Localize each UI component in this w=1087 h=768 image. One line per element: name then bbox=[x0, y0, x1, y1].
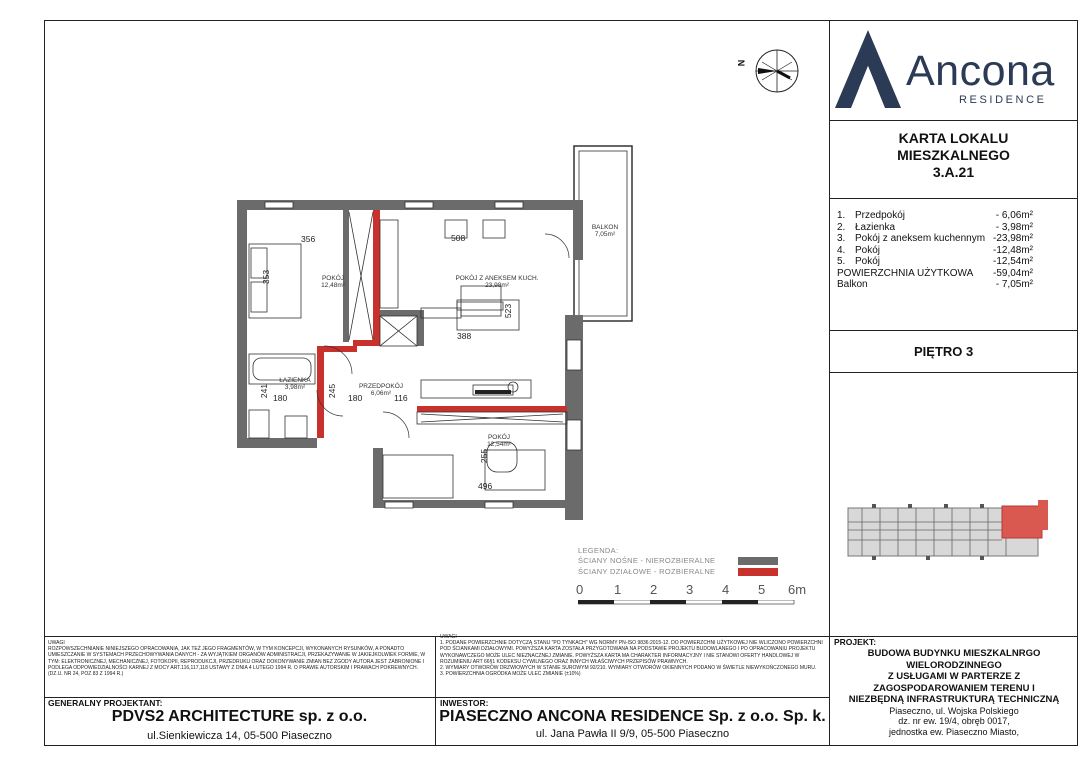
floor-plan bbox=[225, 140, 645, 520]
logo-mark-icon bbox=[833, 28, 903, 110]
designer-label: GENERALNY PROJEKTANT: bbox=[48, 698, 163, 708]
dimension-label: 356 bbox=[301, 234, 316, 244]
dimension-label: 523 bbox=[503, 303, 514, 319]
general-designer bbox=[44, 698, 435, 746]
card-title-line2: MIESZKALNEGO bbox=[897, 147, 1010, 163]
room-label-bedroom-2: POKÓJ 12,54m² bbox=[487, 434, 511, 448]
legend-partition-row: ŚCIANY DZIAŁOWE - ROZBIERALNE bbox=[578, 567, 778, 576]
dimension-label: 180 bbox=[273, 393, 288, 403]
investor-label: INWESTOR: bbox=[440, 698, 489, 708]
compass bbox=[738, 48, 802, 94]
area-row: 4. Pokój -12,48m² bbox=[837, 244, 1033, 256]
room-label-balcony: BALKON 7,05m² bbox=[591, 224, 619, 238]
key-plan-drawing bbox=[842, 496, 1062, 566]
room-label-hall: PRZEDPOKÓJ 6,06m² bbox=[358, 383, 404, 397]
room-label-living-kitchen: POKÓJ Z ANEKSEM KUCH. 23,98m² bbox=[455, 275, 539, 289]
dimension-label: 353 bbox=[261, 269, 272, 285]
area-list bbox=[837, 210, 1033, 291]
area-row: 5. Pokój -12,54m² bbox=[837, 256, 1033, 267]
room-label-bathroom: ŁAZIENKA 3,98m² bbox=[279, 377, 311, 391]
floor-plan-drawing bbox=[225, 140, 645, 520]
area-row: 2. Łazienka - 3,98m² bbox=[837, 221, 1033, 233]
dimension-label: 496 bbox=[478, 481, 493, 491]
legend bbox=[578, 546, 778, 576]
investor-name: PIASECZNO ANCONA RESIDENCE Sp. z o.o. Sp. k. bbox=[439, 708, 826, 725]
card-title bbox=[829, 130, 1078, 181]
floor-label: PIĘTRO 3 bbox=[914, 344, 974, 359]
compass-icon bbox=[754, 48, 800, 94]
building-key-plan bbox=[842, 496, 1062, 566]
card-unit-number: 3.A.21 bbox=[932, 164, 975, 180]
dimension-label: 245 bbox=[327, 383, 338, 399]
investor-address: ul. Jana Pawła II 9/9, 05-500 Piaseczno bbox=[535, 728, 730, 740]
designer-name: PDVS2 ARCHITECTURE sp. z o.o. bbox=[111, 708, 368, 725]
project-label: PROJEKT: bbox=[834, 637, 877, 647]
scale-bar-graphic bbox=[578, 600, 818, 606]
investor bbox=[436, 698, 829, 746]
area-notes: UWAGI 1. PODANE POWIERZCHNIE DOTYCZĄ STANU "PO TYNKACH" WG NORMY PN-ISO 9836:2015-12. DO POWIERZCHNI UŻYTKOWEJ NIE WLICZONO POWIERZCHNI POD ŚCIANKAMI DZIAŁOWYMI. POWYŻSZA KARTA ZOSTAŁA PRZYGOTOWANA NA PODSTAWIE PROJEKTU BUDOWLANEGO I PO OPRACOWANIU PROJEKTU WYKONAWCZEGO MOŻE ULEC NIEZNACZNEJ ZMIANIE. POWYŻSZA KARTA MA CHARAKTER INFORMACYJNY I NIE STANOWI OFERTY HANDLOWEJ W ROZUMIENIU ART 66§1 KODEKSU CYWILNEGO ORAZ INNYCH WŁAŚCIWYCH PRZEPISÓW PRAWNYCH. 2. WYMIARY OTWORÓW DRZWIOWYCH W STANIE SUROWYM 92/210. WYMIARY OTWORÓW OKIENNYCH PODANO W ŚWIETLE NIEWYKOŃCZONEGO MURU. 3. POWIERZCHNIA OGRÓDKA MOŻE ULEC ZMIANIE (±10%) bbox=[440, 634, 823, 678]
area-row: 3. Pokój z aneksem kuchennym -23,98m² bbox=[837, 233, 1033, 244]
legend-partition-swatch bbox=[738, 568, 778, 576]
legend-load-swatch bbox=[738, 557, 778, 565]
dimension-label: 388 bbox=[457, 331, 472, 341]
dimension-label: 116 bbox=[394, 393, 408, 403]
project-title: BUDOWA BUDYNKU MIESZKALNRGO WIELORODZINNEGO Z USŁUGAMI W PARTERZE Z ZAGOSPODAROWANIEM TERENU I NIEZBĘDNĄ INFRASTRUKTURĄ TECHNICZNĄ Piaseczno, ul. Wojska Polskiego dz. nr ew. 19/4, obręb 0017, jednostka ew. Piaseczno Miasto, bbox=[848, 648, 1060, 737]
card-title-line1: KARTA LOKALU bbox=[898, 130, 1009, 146]
room-label-bedroom-1: POKÓJ 12,48m² bbox=[321, 275, 345, 289]
area-row: 1. Przedpokój - 6,06m² bbox=[837, 210, 1033, 221]
logo bbox=[833, 28, 1069, 113]
copyright-notes: UWAGI ROZPOWSZECHNIANIE NINIEJSZEGO OPRACOWANIA, JAK TEŻ JEGO FRAGMENTÓW, W TYM KONCEPCJI, WYKONANYCH RYSUNKÓW, A PONADTO UMIESZCZANIE W SYSTEMACH PRZECHOWYWANIA DANYCH - ZA WYJĄTKIEM ORGANÓW ADMINISTRACJI, PRZEKAZYWANIE W JAKIEJKOLWIEK FORMIE, W TYM: ELEKTRONICZNEJ, MECHANICZNEJ, FOTOKOPII, REPRODUKCJI, PRZEDRUKU ORAZ DOKONYWANIE ZMIAN BEZ ZGODY AUTORA JEST ZABRONIONE I PODLEGA ODPOWIEDZIALNOŚCI KARNEJ Z MOCY ART.116,117,118 USTAWY Z DNIA 4 LUTEGO 1994 R. O PRAWIE AUTORSKIM I PRAWACH POKREWNYCH. (DZ.U. NR 24, POZ 83 Z 1994 R.) bbox=[48, 640, 426, 678]
dimension-label: 255 bbox=[479, 448, 490, 464]
dimension-label: 241 bbox=[259, 383, 270, 399]
designer-address: ul.Sienkiewicza 14, 05-500 Piaseczno bbox=[147, 730, 332, 742]
logo-name: Ancona bbox=[906, 47, 1055, 95]
legend-title: LEGENDA: bbox=[578, 546, 619, 555]
usable-area-row: POWIERZCHNIA UŻYTKOWA -59,04m² bbox=[837, 267, 1033, 279]
compass-north-label: N bbox=[736, 59, 747, 67]
project-info bbox=[830, 636, 1078, 746]
dimension-label: 180 bbox=[348, 393, 363, 403]
legend-load-row: ŚCIANY NOŚNE - NIEROZBIERALNE bbox=[578, 556, 778, 565]
balcony-area-row: Balkon - 7,05m² bbox=[837, 279, 1033, 290]
dimension-label: 508 bbox=[451, 233, 466, 243]
scale-bar: 0 1 2 3 4 5 6m bbox=[574, 582, 824, 608]
logo-subtitle: RESIDENCE bbox=[959, 94, 1047, 106]
